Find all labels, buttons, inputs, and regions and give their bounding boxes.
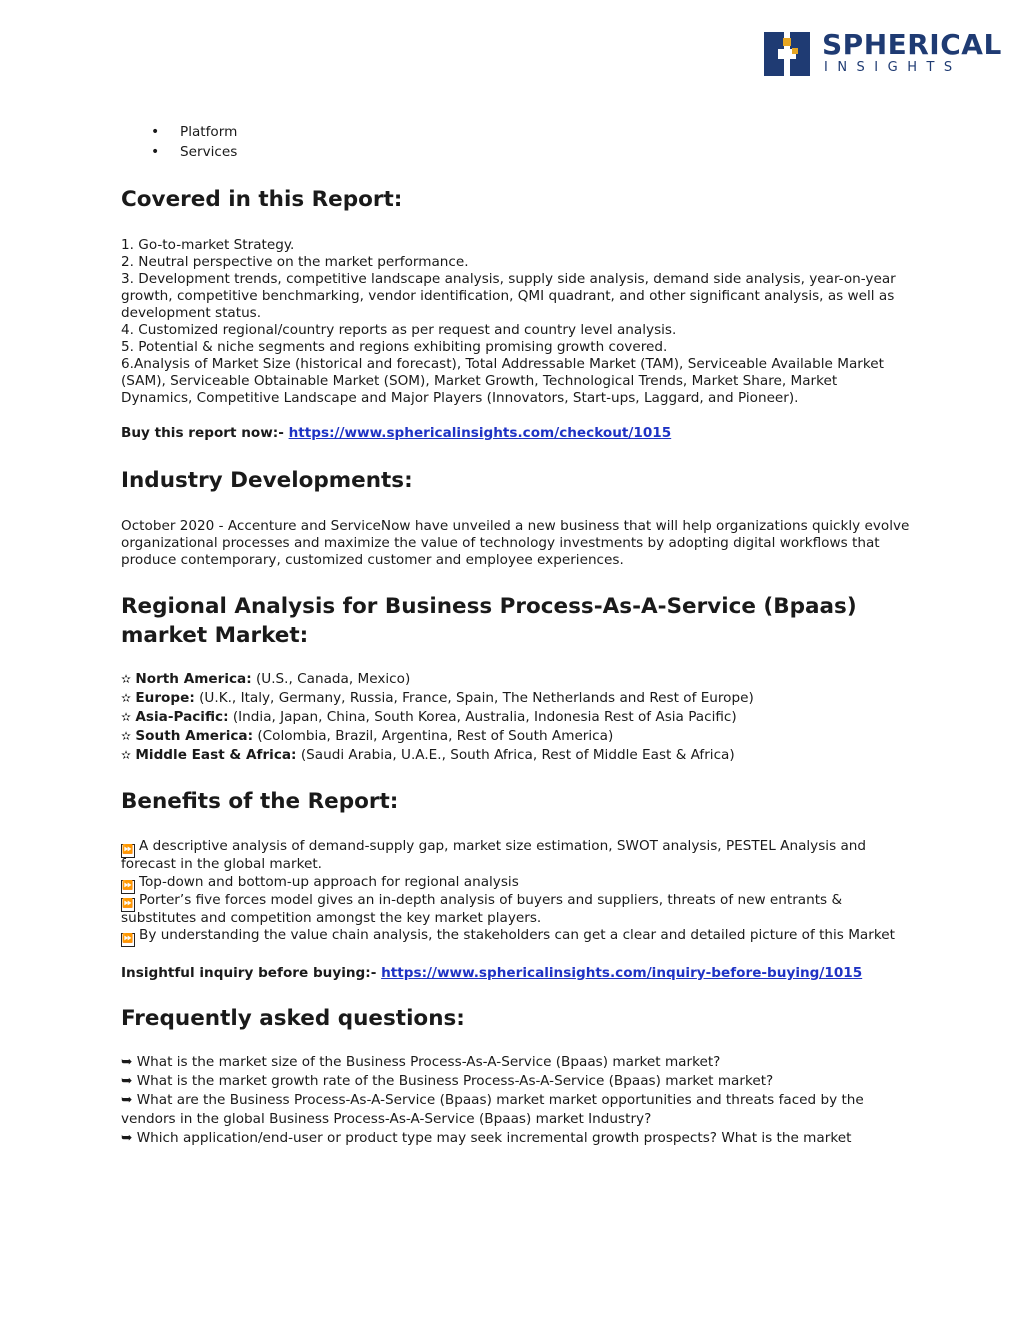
spherical-insights-logo (764, 28, 1002, 78)
bullet-dot-icon: • (151, 144, 160, 160)
star-icon: ✫ (121, 710, 132, 724)
region-item: ✫ North America: (U.S., Canada, Mexico) (121, 671, 411, 687)
benefit-item: ⏩ Top-down and bottom-up approach for regional analysis (121, 874, 911, 892)
logo-mark-icon (764, 32, 810, 76)
forward-arrow-box-icon: ⏩ (121, 933, 135, 947)
covered-line: 2. Neutral perspective on the market performance. (121, 254, 469, 270)
covered-section-title: Covered in this Report: (121, 187, 403, 212)
industry-paragraph: October 2020 - Accenture and ServiceNow have unveiled a new business that will help organizations quickly evolve organizational processes and maximize the value of technology investments by adopting digital workflows that produce contemporary, customized customer and employee experiences. (121, 518, 910, 568)
star-icon: ✫ (121, 729, 132, 743)
covered-line: 3. Development trends, competitive landscape analysis, supply side analysis, demand side analysis, year-on-year growth, competitive benchmarking, vendor identification, QMI quadrant, and other significant analysis, as well as development status. (121, 271, 896, 321)
industry-section-title: Industry Developments: (121, 468, 413, 493)
list-item: • Platform (151, 124, 238, 140)
arrow-icon: ➥ (121, 1054, 133, 1070)
covered-line: 5. Potential & niche segments and regions exhibiting promising growth covered. (121, 339, 668, 355)
inquiry-label: Insightful inquiry before buying:- (121, 965, 382, 981)
forward-arrow-box-icon: ⏩ (121, 880, 135, 894)
region-item: ✫ Europe: (U.K., Italy, Germany, Russia, France, Spain, The Netherlands and Rest of Europe) (121, 690, 754, 706)
star-icon: ✫ (121, 748, 132, 762)
arrow-icon: ➥ (121, 1092, 133, 1108)
star-icon: ✫ (121, 672, 132, 686)
faq-item: ➥ What are the Business Process-As-A-Service (Bpaas) market market opportunities and threats faced by the vendors in the global Business Process-As-A-Service (Bpaas) market Industry? (121, 1092, 864, 1127)
faq-item: ➥ Which application/end-user or product type may seek incremental growth prospects? What is the market (121, 1130, 852, 1146)
region-item: ✫ Asia-Pacific: (India, Japan, China, South Korea, Australia, Indonesia Rest of Asia Pacific) (121, 709, 737, 725)
buy-report-label: Buy this report now:- (121, 425, 289, 441)
covered-line: 1. Go-to-market Strategy. (121, 237, 295, 253)
inquiry-line (121, 965, 911, 982)
document-content (121, 122, 911, 1148)
benefit-item: ⏩ Porter’s five forces model gives an in-depth analysis of buyers and suppliers, threats of new entrants & substitutes and competition amongst the key market players. (121, 891, 843, 926)
buy-report-line (121, 425, 911, 442)
arrow-icon: ➥ (121, 1073, 133, 1089)
faq-section-title: Frequently asked questions: (121, 1006, 465, 1031)
bullet-dot-icon: • (151, 124, 160, 140)
benefit-item: ⏩ A descriptive analysis of demand-supply gap, market size estimation, SWOT analysis, PESTEL Analysis and forecast in the global market. (121, 838, 867, 872)
forward-arrow-box-icon: ⏩ (121, 898, 135, 912)
covered-line: 6.Analysis of Market Size (historical and forecast), Total Addressable Market (TAM), Serviceable Available Market (SAM), Serviceable Obtainable Market (SOM), Market Growth, Technological Trends, Market Share, Market Dynamics, Competitive Landscape and Major Players (Innovators, Start-ups, Laggard, and Pioneer). (121, 356, 884, 406)
buy-report-link[interactable]: https://www.sphericalinsights.com/checkout/1015 (288, 425, 672, 441)
list-item: • Services (151, 144, 238, 160)
forward-arrow-box-icon: ⏩ (121, 844, 135, 858)
logo-subtitle: INSIGHTS (824, 60, 962, 75)
benefit-item: ⏩ By understanding the value chain analysis, the stakeholders can get a clear and detailed picture of this Market (121, 927, 911, 945)
logo-wordmark: SPHERICAL (822, 28, 1002, 61)
arrow-icon: ➥ (121, 1130, 133, 1146)
region-item: ✫ South America: (Colombia, Brazil, Argentina, Rest of South America) (121, 728, 614, 744)
inquiry-link[interactable]: https://www.sphericalinsights.com/inquiry-before-buying/1015 (381, 965, 863, 981)
covered-line: 4. Customized regional/country reports as per request and country level analysis. (121, 322, 677, 338)
faq-item: ➥ What is the market growth rate of the Business Process-As-A-Service (Bpaas) market market? (121, 1073, 774, 1089)
benefits-section-title: Benefits of the Report: (121, 789, 399, 814)
segment-bullet-list (121, 122, 911, 162)
faq-item: ➥ What is the market size of the Business Process-As-A-Service (Bpaas) market market? (121, 1054, 721, 1070)
star-icon: ✫ (121, 691, 132, 705)
regional-section-title: Regional Analysis for Business Process-As-A-Service (Bpaas) market Market: (121, 594, 857, 648)
region-item: ✫ Middle East & Africa: (Saudi Arabia, U.A.E., South Africa, Rest of Middle East & Africa) (121, 747, 735, 763)
